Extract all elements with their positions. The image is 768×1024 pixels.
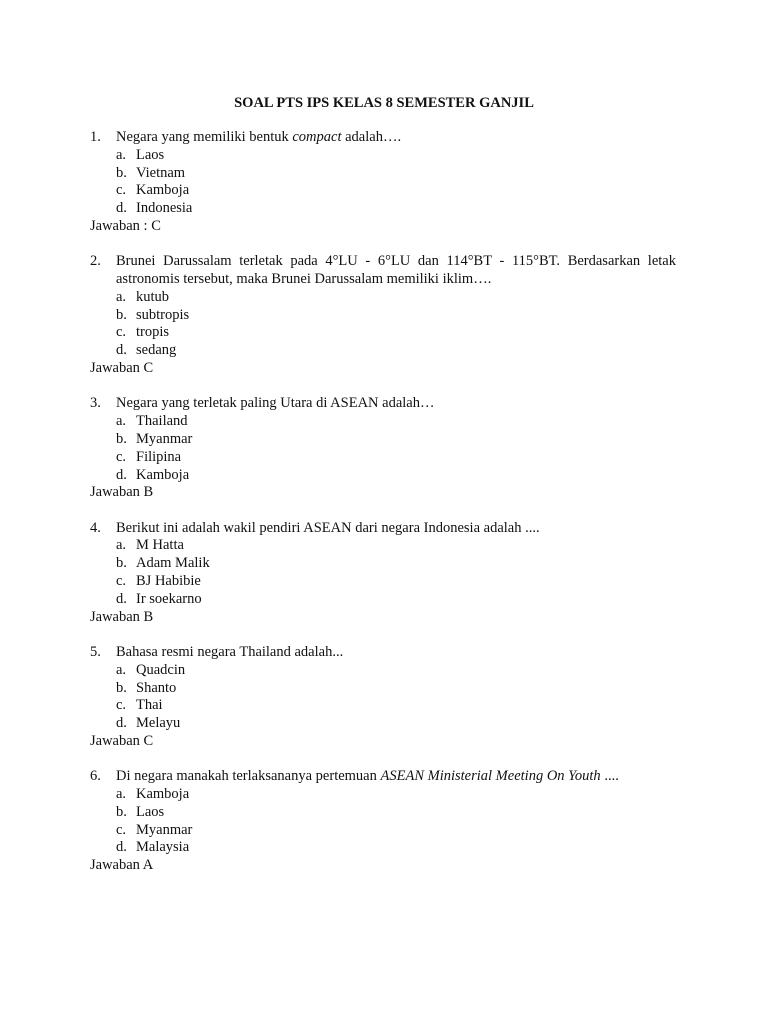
question-stem xyxy=(90,395,676,413)
option-letter: b. xyxy=(116,555,127,572)
answer-key: Jawaban C xyxy=(90,360,154,377)
question-text-italic: ASEAN Ministerial Meeting On Youth xyxy=(380,768,601,785)
option-letter: d. xyxy=(116,590,127,607)
question-text xyxy=(116,644,676,662)
question-stem xyxy=(90,520,676,538)
option-item xyxy=(116,342,676,360)
option-item xyxy=(116,804,676,822)
option-letter: d. xyxy=(116,200,127,217)
option-text: Ir soekarno xyxy=(136,590,202,607)
option-item xyxy=(116,822,676,840)
option-letter: a. xyxy=(116,413,127,430)
option-text: tropis xyxy=(136,324,170,341)
option-item xyxy=(116,680,676,698)
answer-key: Jawaban A xyxy=(90,857,154,874)
option-text: Myanmar xyxy=(136,821,193,838)
question-stem xyxy=(90,768,676,786)
option-list xyxy=(116,537,676,608)
option-text: Thailand xyxy=(136,413,188,430)
option-item xyxy=(116,573,676,591)
option-text: Thai xyxy=(136,697,163,714)
question-list xyxy=(90,129,676,892)
option-letter: d. xyxy=(116,342,127,359)
option-letter: d. xyxy=(116,466,127,483)
answer-key: Jawaban B xyxy=(90,608,154,625)
question-stem xyxy=(90,253,676,289)
option-letter: c. xyxy=(116,697,127,714)
option-item xyxy=(116,289,676,307)
option-text: Quadcin xyxy=(136,661,186,678)
question-number: 3. xyxy=(90,395,101,412)
option-item xyxy=(116,449,676,467)
answer-key: Jawaban B xyxy=(90,484,154,501)
question-text xyxy=(116,395,676,413)
question-item xyxy=(90,395,676,502)
option-text: Kamboja xyxy=(136,466,190,483)
option-item xyxy=(116,467,676,485)
option-text: Filipina xyxy=(136,448,182,465)
option-text: Laos xyxy=(136,803,165,820)
option-list xyxy=(116,786,676,857)
question-text-segment: .... xyxy=(600,768,619,785)
option-list xyxy=(116,413,676,484)
option-item xyxy=(116,165,676,183)
option-letter: a. xyxy=(116,786,127,802)
question-text xyxy=(116,768,676,786)
question-number: 2. xyxy=(90,253,101,270)
option-letter: d. xyxy=(116,715,127,732)
question-text xyxy=(116,253,676,289)
question-number: 6. xyxy=(90,768,101,785)
option-text: Myanmar xyxy=(136,430,193,447)
option-letter: a. xyxy=(116,661,127,678)
option-letter: c. xyxy=(116,448,127,465)
question-number: 1. xyxy=(90,129,101,145)
option-letter: c. xyxy=(116,324,127,341)
option-item xyxy=(116,697,676,715)
question-text-segment: Brunei Darussalam terletak pada 4°LU - 6°LU dan 114°BT - 115°BT. Berdasarkan letak astronomis tersebut, maka Brunei Darussalam memiliki iklim…. xyxy=(116,253,676,288)
option-item xyxy=(116,555,676,573)
question-text-segment: Negara yang memiliki bentuk xyxy=(116,129,293,145)
option-letter: b. xyxy=(116,803,127,820)
option-text: Indonesia xyxy=(136,200,193,217)
option-text: Kamboja xyxy=(136,182,190,199)
option-list xyxy=(116,662,676,733)
answer-key: Jawaban C xyxy=(90,732,154,749)
option-text: Laos xyxy=(136,146,165,163)
answer-key: Jawaban : C xyxy=(90,217,161,234)
option-letter: a. xyxy=(116,288,127,305)
question-text-segment: Negara yang terletak paling Utara di ASEAN adalah… xyxy=(116,395,435,412)
option-text: BJ Habibie xyxy=(136,573,201,590)
question-text-segment: adalah…. xyxy=(341,129,402,145)
option-item xyxy=(116,307,676,325)
question-text-segment: Di negara manakah terlaksananya pertemuan xyxy=(116,768,381,785)
option-letter: c. xyxy=(116,182,127,199)
option-letter: c. xyxy=(116,573,127,590)
question-number: 5. xyxy=(90,643,101,660)
option-letter: c. xyxy=(116,821,127,838)
question-item xyxy=(90,520,676,627)
option-text: subtropis xyxy=(136,306,190,323)
option-item xyxy=(116,537,676,555)
option-text: Kamboja xyxy=(136,786,190,802)
option-letter: d. xyxy=(116,839,127,856)
option-letter: b. xyxy=(116,679,127,696)
question-item xyxy=(90,129,676,236)
option-text: sedang xyxy=(136,342,177,359)
option-list xyxy=(116,147,676,218)
option-letter: b. xyxy=(116,430,127,447)
option-item xyxy=(116,839,676,857)
option-text: Shanto xyxy=(136,679,177,696)
option-text: Malaysia xyxy=(136,839,190,856)
option-item xyxy=(116,182,676,200)
option-item xyxy=(116,431,676,449)
option-item xyxy=(116,591,676,609)
option-text: kutub xyxy=(136,288,170,305)
option-list xyxy=(116,289,676,360)
option-text: Melayu xyxy=(136,715,181,732)
option-item xyxy=(116,413,676,431)
question-number: 4. xyxy=(90,519,101,536)
option-item xyxy=(116,200,676,218)
question-item xyxy=(90,644,676,751)
question-item xyxy=(90,253,676,378)
option-letter: b. xyxy=(116,306,127,323)
option-text: Adam Malik xyxy=(136,555,210,572)
option-letter: a. xyxy=(116,146,127,163)
option-text: M Hatta xyxy=(136,537,184,554)
question-text-segment: Berikut ini adalah wakil pendiri ASEAN dari negara Indonesia adalah .... xyxy=(116,519,540,536)
question-stem xyxy=(90,129,676,147)
option-text: Vietnam xyxy=(136,164,186,181)
option-item xyxy=(116,662,676,680)
question-text xyxy=(116,520,676,538)
option-item xyxy=(116,715,676,733)
option-letter: b. xyxy=(116,164,127,181)
question-text-italic: compact xyxy=(292,129,342,145)
option-item xyxy=(116,786,676,804)
question-stem xyxy=(90,644,676,662)
question-item xyxy=(90,768,676,875)
document-title: SOAL PTS IPS KELAS 8 SEMESTER GANJIL xyxy=(234,95,534,111)
question-text xyxy=(116,129,676,147)
option-item xyxy=(116,147,676,165)
option-letter: a. xyxy=(116,537,127,554)
option-item xyxy=(116,324,676,342)
question-text-segment: Bahasa resmi negara Thailand adalah... xyxy=(116,643,344,660)
